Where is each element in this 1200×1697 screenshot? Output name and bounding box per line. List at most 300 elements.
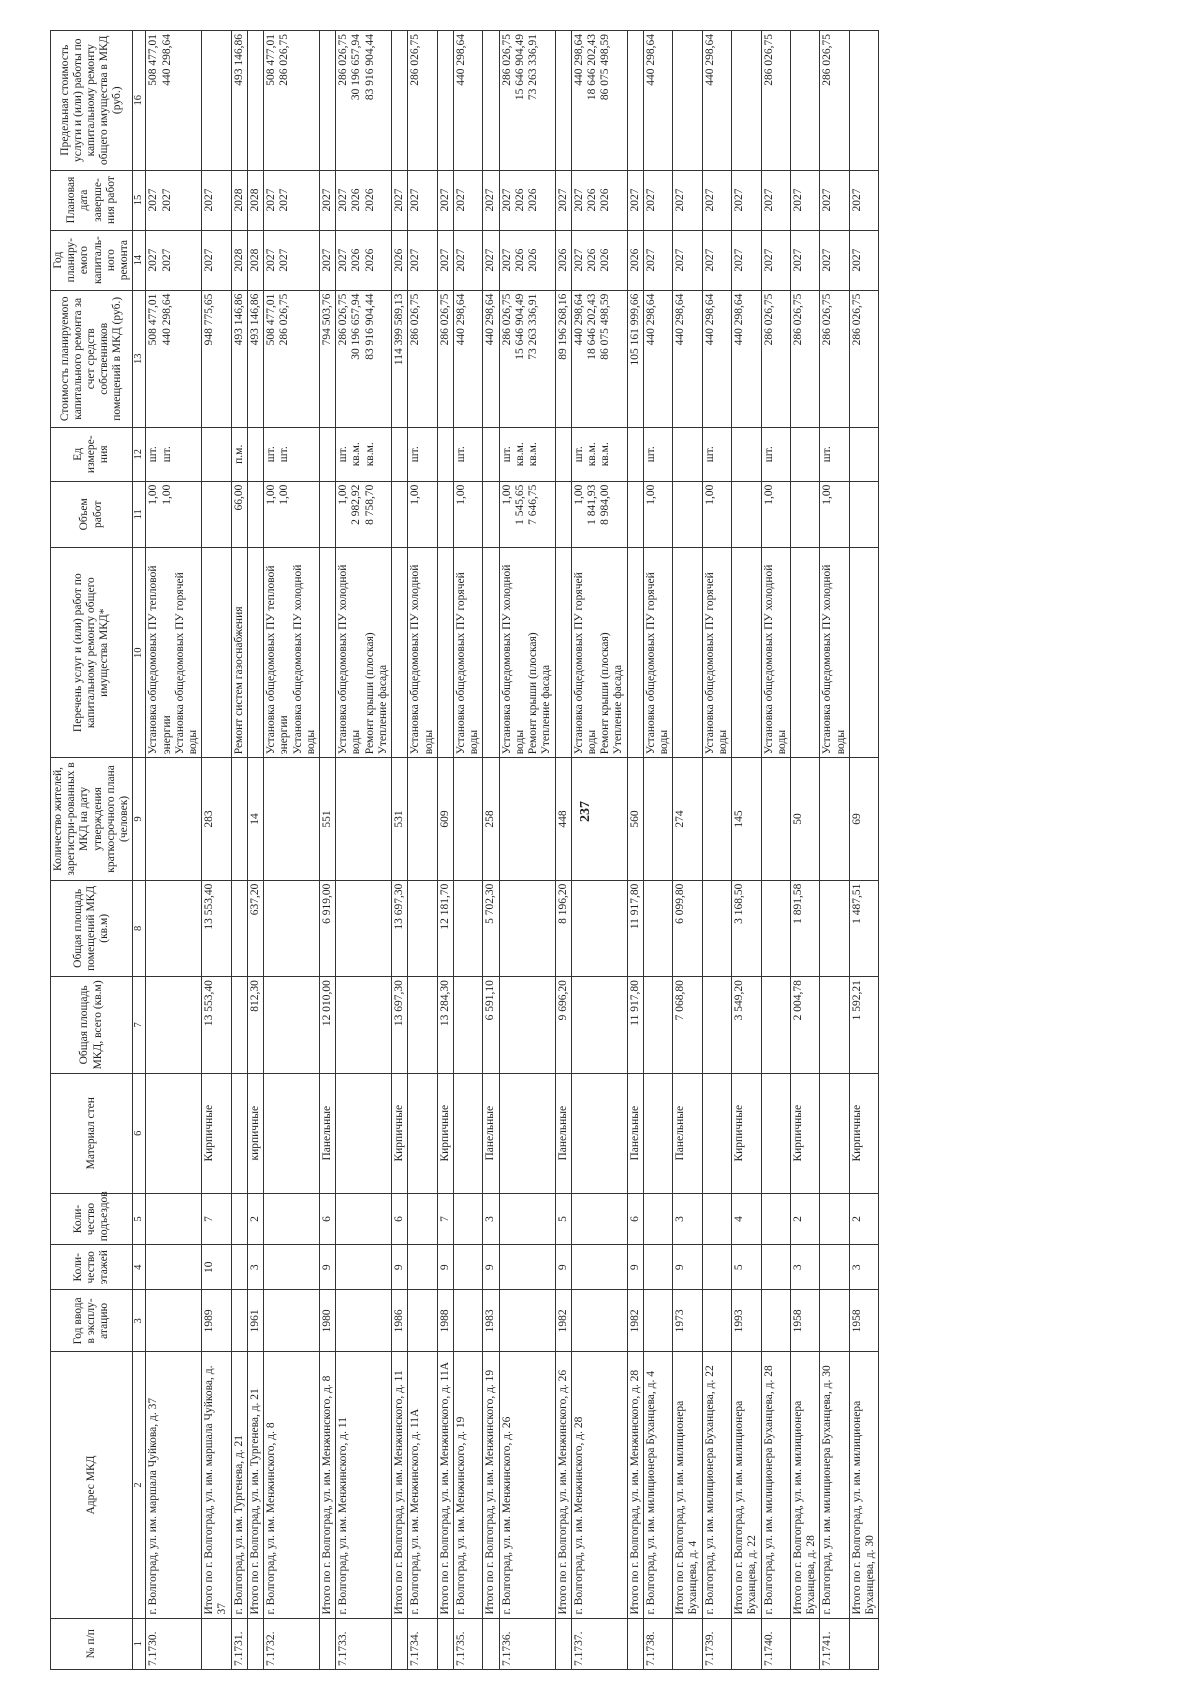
cost-value: 948 775,65 <box>203 293 216 346</box>
column-number-row <box>133 31 146 1670</box>
table-row-total <box>247 31 263 1670</box>
repair-year <box>555 230 571 290</box>
item-number <box>202 1618 231 1669</box>
completion-date-value: 2027 <box>703 188 716 212</box>
entrances <box>499 1193 555 1244</box>
repair-year-value: 2027 <box>337 248 350 272</box>
wall-material <box>453 1073 482 1193</box>
works <box>483 548 499 758</box>
cost-value: 286 026,75 <box>409 293 422 346</box>
item-number <box>643 1618 672 1669</box>
item-number <box>791 1618 820 1669</box>
cost-value: 30 196 657,94 <box>350 293 363 360</box>
limit-cost <box>336 31 392 171</box>
volume <box>146 481 202 548</box>
item-number <box>571 1618 627 1669</box>
unit-value: шт. <box>278 446 291 463</box>
volume-value: 1 545,65 <box>513 484 526 525</box>
total-area <box>761 977 790 1074</box>
floors <box>408 1245 437 1290</box>
floors <box>627 1245 643 1290</box>
limit-cost-value: 440 298,64 <box>454 34 467 86</box>
works-value: Установка общедомовых ПУ холодной воды <box>821 564 847 755</box>
cost <box>202 290 231 427</box>
item-number <box>336 1618 392 1669</box>
item-number <box>732 1618 761 1669</box>
total-area-value: 11 917,80 <box>628 980 641 1026</box>
premises-area <box>437 880 453 977</box>
completion-date-value: 2027 <box>628 188 641 212</box>
completion-date-value: 2026 <box>527 188 540 212</box>
limit-cost <box>483 31 499 171</box>
volume <box>320 481 336 548</box>
limit-cost-value: 286 026,75 <box>821 34 834 86</box>
residents-value: 448 <box>556 810 569 828</box>
total-area <box>849 977 878 1074</box>
repair-year-value: 2028 <box>248 248 261 272</box>
wall-material <box>732 1073 761 1193</box>
repair-year-value: 2027 <box>792 248 804 272</box>
year-built-value: 1986 <box>393 1309 406 1333</box>
total-area <box>247 977 263 1074</box>
residents <box>231 758 247 880</box>
column-number: 2 <box>133 1352 146 1618</box>
wall-material <box>571 1073 627 1193</box>
floors <box>643 1245 672 1290</box>
premises-area-value: 6 099,80 <box>674 883 687 924</box>
premises-area <box>732 880 761 977</box>
year-built <box>555 1290 571 1352</box>
entrances-value: 7 <box>438 1216 451 1222</box>
wall-material-value: Кирпичные <box>393 1104 406 1162</box>
unit-value: кв.м. <box>527 442 540 467</box>
limit-cost-value: 440 298,64 <box>572 34 585 86</box>
residents <box>408 758 437 880</box>
completion-date <box>231 170 247 230</box>
repair-year-value: 2027 <box>484 248 497 272</box>
entrances-value: 3 <box>674 1216 687 1222</box>
wall-material <box>231 1073 247 1193</box>
residents-value: 551 <box>321 810 333 828</box>
repair-year <box>320 230 336 290</box>
unit <box>336 427 392 481</box>
entrances <box>643 1193 672 1244</box>
column-header: Год планиру-емого капиталь-ного ремонта <box>51 230 133 290</box>
cost-value: 440 298,64 <box>674 293 687 346</box>
limit-cost <box>392 31 408 171</box>
repair-year-value: 2027 <box>409 248 422 272</box>
works <box>392 548 408 758</box>
completion-date-value: 2027 <box>265 188 278 212</box>
limit-cost-value: 286 026,75 <box>762 34 775 86</box>
works-value: Установка общедомовых ПУ холодной воды <box>762 564 788 755</box>
entrances <box>146 1193 202 1244</box>
works <box>627 548 643 758</box>
column-header: Плановая дата заверше-ния работ <box>51 170 133 230</box>
cost-value: 15 646 904,49 <box>513 293 526 360</box>
repair-year-value: 2026 <box>556 248 569 272</box>
item-number <box>702 1618 731 1669</box>
entrances <box>791 1193 820 1244</box>
column-number: 6 <box>133 1073 146 1193</box>
entrances <box>849 1193 878 1244</box>
residents <box>555 758 571 880</box>
unit-value: кв.м. <box>599 442 612 467</box>
volume-value: 1,00 <box>265 484 278 505</box>
unit <box>761 427 790 481</box>
entrances <box>732 1193 761 1244</box>
repair-year-value: 2026 <box>393 248 406 272</box>
unit <box>702 427 731 481</box>
cost-value: 286 026,75 <box>821 293 834 346</box>
limit-cost-value: 286 026,75 <box>500 34 513 86</box>
wall-material-value: Кирпичные <box>792 1104 804 1162</box>
address-value: г. Волгоград, ул. им. милиционера Буханцева, д. 22 <box>703 1365 716 1615</box>
address-value: Итого по г. Волгоград, ул. им. милиционера Буханцева, д. 22 <box>733 1400 759 1615</box>
item-number-value: 7.1737. <box>572 1631 585 1666</box>
table-row-item <box>820 31 849 1670</box>
year-built <box>336 1290 392 1352</box>
completion-date <box>571 170 627 230</box>
column-header: Год ввода в эксплу-атацию <box>51 1290 133 1352</box>
cost <box>231 290 247 427</box>
repair-year <box>146 230 202 290</box>
completion-date <box>247 170 263 230</box>
floors <box>732 1245 761 1290</box>
year-built-value: 1982 <box>556 1309 569 1333</box>
year-built <box>146 1290 202 1352</box>
limit-cost-value: 508 477,01 <box>147 34 160 86</box>
total-area <box>643 977 672 1074</box>
column-number: 15 <box>133 170 146 230</box>
premises-area-value: 5 702,30 <box>484 883 497 924</box>
premises-area <box>702 880 731 977</box>
item-number-value: 7.1736. <box>500 1631 513 1666</box>
works-value: Установка общедомовых ПУ тепловой энергии <box>147 565 173 755</box>
floors <box>761 1245 790 1290</box>
repair-year-value: 2027 <box>438 248 451 272</box>
wall-material <box>202 1073 231 1193</box>
repair-year-value: 2027 <box>703 248 716 272</box>
table-row-item <box>499 31 555 1670</box>
total-area <box>791 977 820 1074</box>
completion-date <box>483 170 499 230</box>
works <box>437 548 453 758</box>
repair-year <box>791 230 820 290</box>
address <box>264 1352 320 1618</box>
volume <box>791 481 820 548</box>
column-header: Адрес МКД <box>51 1352 133 1618</box>
limit-cost <box>702 31 731 171</box>
completion-date <box>791 170 820 230</box>
wall-material <box>820 1073 849 1193</box>
cost-value: 440 298,64 <box>160 293 173 346</box>
residents <box>643 758 672 880</box>
limit-cost-value: 286 026,75 <box>409 34 422 86</box>
volume-value: 1,00 <box>762 484 775 505</box>
table-row-total <box>392 31 408 1670</box>
entrances <box>673 1193 702 1244</box>
completion-date-value: 2027 <box>644 188 657 212</box>
completion-date <box>849 170 878 230</box>
cost-value: 440 298,64 <box>454 293 467 346</box>
limit-cost-value: 493 146,86 <box>232 34 245 86</box>
premises-area <box>392 880 408 977</box>
premises-area <box>408 880 437 977</box>
works-value: Ремонт крыши (плоская) <box>527 632 540 755</box>
completion-date-value: 2026 <box>363 188 376 212</box>
column-header: Коли-чество этажей <box>51 1245 133 1290</box>
volume <box>202 481 231 548</box>
repair-year <box>499 230 555 290</box>
column-header: Общая площадь помещений МКД (кв.м) <box>51 880 133 977</box>
item-number <box>849 1618 878 1669</box>
completion-date <box>336 170 392 230</box>
table-row-item <box>571 31 627 1670</box>
works-value: Ремонт крыши (плоская) <box>599 632 612 755</box>
column-number: 3 <box>133 1290 146 1352</box>
works-value: Установка общедомовых ПУ горячей воды <box>572 572 598 755</box>
residents <box>702 758 731 880</box>
table-row-item <box>264 31 320 1670</box>
unit-value: шт. <box>500 446 513 463</box>
completion-date-value: 2027 <box>556 188 569 212</box>
repair-plan-table <box>50 30 879 1670</box>
total-area <box>320 977 336 1074</box>
completion-date-value: 2027 <box>321 188 333 212</box>
unit <box>320 427 336 481</box>
column-number: 8 <box>133 880 146 977</box>
volume-value: 8 758,70 <box>363 484 376 525</box>
total-area-value: 13 284,30 <box>438 980 451 1027</box>
year-built-value: 1973 <box>674 1309 687 1333</box>
premises-area-value: 13 553,40 <box>203 883 216 930</box>
unit-value: шт. <box>147 446 160 463</box>
repair-year-value: 2027 <box>160 248 173 272</box>
floors-value: 3 <box>248 1264 261 1271</box>
entrances-value: 2 <box>792 1216 804 1222</box>
cost <box>483 290 499 427</box>
total-area <box>483 977 499 1074</box>
cost <box>499 290 555 427</box>
residents-value: 283 <box>203 810 216 828</box>
table-row-item <box>231 31 247 1670</box>
cost <box>702 290 731 427</box>
address-value: г. Волгоград, ул. им. милиционера Буханцева, д. 30 <box>821 1365 834 1615</box>
limit-cost-value: 73 263 336,91 <box>527 34 540 101</box>
works-value: Утепление фасада <box>612 664 625 755</box>
repair-year <box>408 230 437 290</box>
total-area <box>555 977 571 1074</box>
repair-year-value: 2027 <box>850 248 863 272</box>
cost-value: 440 298,64 <box>484 293 497 346</box>
entrances <box>408 1193 437 1244</box>
address-value: Итого по г. Волгоград, ул. им. Менжинского, д. 11А <box>438 1361 451 1615</box>
limit-cost <box>202 31 231 171</box>
item-number-value: 7.1739. <box>703 1631 716 1666</box>
premises-area <box>336 880 392 977</box>
address <box>555 1352 571 1618</box>
residents-value: 274 <box>674 810 687 828</box>
floors <box>437 1245 453 1290</box>
total-area-value: 12 010,00 <box>321 980 333 1027</box>
column-header: Перечень услуг и (или) работ по капитальному ремонту общего имущества МКД* <box>51 548 133 758</box>
repair-year-value: 2026 <box>527 248 540 272</box>
rotated-page <box>50 30 1180 1670</box>
entrances <box>627 1193 643 1244</box>
cost <box>392 290 408 427</box>
residents <box>499 758 555 880</box>
repair-year-value: 2028 <box>232 248 245 272</box>
floors-value: 9 <box>321 1264 333 1271</box>
premises-area <box>820 880 849 977</box>
repair-year-value: 2027 <box>762 248 775 272</box>
address-value: Итого по г. Волгоград, ул. им. милиционера Буханцева, д. 30 <box>850 1400 877 1615</box>
year-built <box>483 1290 499 1352</box>
unit <box>146 427 202 481</box>
entrances-value: 5 <box>556 1216 569 1222</box>
year-built <box>643 1290 672 1352</box>
total-area <box>264 977 320 1074</box>
repair-year-value: 2026 <box>363 248 376 272</box>
works <box>320 548 336 758</box>
total-area <box>408 977 437 1074</box>
residents <box>264 758 320 880</box>
premises-area <box>791 880 820 977</box>
address-value: г. Волгоград, ул. им. маршала Чуйкова, д. 37 <box>147 1397 160 1615</box>
unit <box>499 427 555 481</box>
limit-cost-value: 286 026,75 <box>278 34 291 86</box>
volume-value: 8 984,00 <box>599 484 612 525</box>
unit-value: п.м. <box>232 444 245 464</box>
address <box>437 1352 453 1618</box>
entrances <box>264 1193 320 1244</box>
unit-value: шт. <box>762 446 775 463</box>
floors-value: 9 <box>484 1264 497 1271</box>
repair-year-value: 2027 <box>644 248 657 272</box>
address <box>247 1352 263 1618</box>
entrances <box>571 1193 627 1244</box>
repair-year <box>231 230 247 290</box>
works-value: Установка общедомовых ПУ горячей воды <box>454 572 481 755</box>
volume-value: 2 982,92 <box>350 484 363 525</box>
item-number <box>247 1618 263 1669</box>
address-value: г. Волгоград, ул. им. милиционера Буханцева, д. 4 <box>644 1371 657 1615</box>
premises-area <box>483 880 499 977</box>
repair-year-value: 2027 <box>454 248 467 272</box>
completion-date-value: 2027 <box>500 188 513 212</box>
entrances <box>392 1193 408 1244</box>
volume <box>555 481 571 548</box>
residents <box>849 758 878 880</box>
cost-value: 86 075 498,59 <box>599 293 612 360</box>
premises-area-value: 6 919,00 <box>321 883 333 924</box>
repair-year <box>483 230 499 290</box>
address-value: Итого по г. Волгоград, ул. им. милиционера Буханцева, д. 28 <box>792 1400 818 1615</box>
item-number <box>820 1618 849 1669</box>
residents <box>453 758 482 880</box>
volume <box>499 481 555 548</box>
floors <box>453 1245 482 1290</box>
unit-value: шт. <box>703 446 716 463</box>
column-number: 14 <box>133 230 146 290</box>
completion-date <box>555 170 571 230</box>
volume-value: 1,00 <box>572 484 585 505</box>
total-area <box>202 977 231 1074</box>
repair-year <box>732 230 761 290</box>
cost-value: 286 026,75 <box>500 293 513 346</box>
completion-date <box>820 170 849 230</box>
column-number: 7 <box>133 977 146 1074</box>
cost-value: 286 026,75 <box>278 293 291 346</box>
volume <box>761 481 790 548</box>
year-built <box>247 1290 263 1352</box>
column-header: Ед измере-ния <box>51 427 133 481</box>
item-number-value: 7.1734. <box>409 1631 422 1666</box>
residents <box>392 758 408 880</box>
completion-date <box>392 170 408 230</box>
limit-cost <box>231 31 247 171</box>
unit <box>643 427 672 481</box>
wall-material <box>499 1073 555 1193</box>
address-value: Итого по г. Волгоград, ул. им. Тургенева, д. 21 <box>248 1388 261 1615</box>
wall-material <box>761 1073 790 1193</box>
volume-value: 1,00 <box>409 484 422 505</box>
floors <box>264 1245 320 1290</box>
completion-date-value: 2026 <box>585 188 598 212</box>
address-value: Итого по г. Волгоград, ул. им. Менжинского, д. 28 <box>628 1369 641 1615</box>
unit <box>732 427 761 481</box>
wall-material-value: кирпичные <box>248 1105 261 1161</box>
completion-date <box>264 170 320 230</box>
completion-date-value: 2027 <box>147 188 160 212</box>
floors <box>702 1245 731 1290</box>
table-row-item <box>408 31 437 1670</box>
entrances <box>202 1193 231 1244</box>
limit-cost <box>673 31 702 171</box>
entrances-value: 6 <box>393 1216 406 1222</box>
cost <box>627 290 643 427</box>
completion-date <box>202 170 231 230</box>
limit-cost <box>247 31 263 171</box>
total-area <box>820 977 849 1074</box>
wall-material-value: Панельные <box>628 1105 641 1161</box>
volume <box>453 481 482 548</box>
address <box>820 1352 849 1618</box>
address-value: г. Волгоград, ул. им. Менжинского, д. 19 <box>454 1416 467 1615</box>
limit-cost-value: 86 075 498,59 <box>599 34 612 101</box>
completion-date <box>499 170 555 230</box>
volume <box>849 481 878 548</box>
premises-area <box>627 880 643 977</box>
works-value: Установка общедомовых ПУ холодной воды <box>337 564 363 755</box>
year-built <box>732 1290 761 1352</box>
total-area <box>499 977 555 1074</box>
address-value: Итого по г. Волгоград, ул. им. Менжинского, д. 19 <box>484 1369 497 1615</box>
repair-year <box>761 230 790 290</box>
limit-cost <box>643 31 672 171</box>
table-body <box>146 31 879 1670</box>
works <box>247 548 263 758</box>
item-number <box>320 1618 336 1669</box>
table-row-item <box>453 31 482 1670</box>
total-area <box>453 977 482 1074</box>
repair-year-value: 2026 <box>350 248 363 272</box>
floors-value: 3 <box>792 1264 804 1271</box>
year-built-value: 1958 <box>792 1309 804 1333</box>
repair-year-value: 2026 <box>599 248 612 272</box>
table-row-item <box>702 31 731 1670</box>
